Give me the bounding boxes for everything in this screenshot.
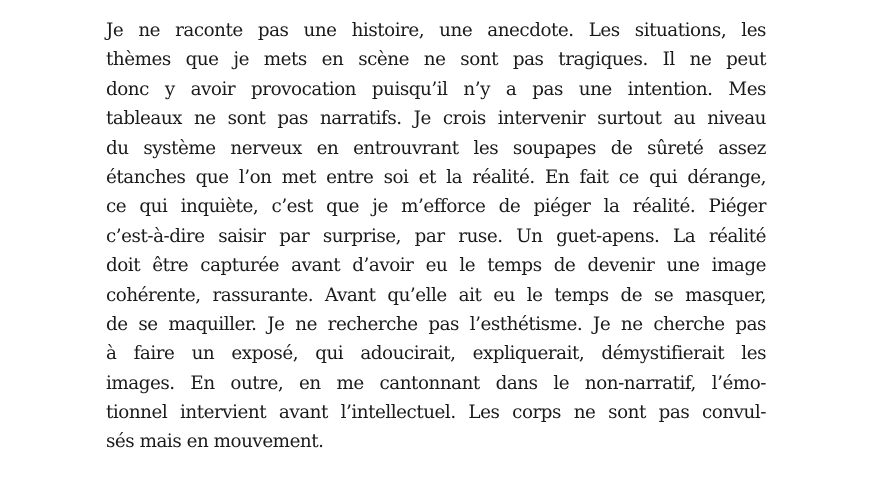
text-line: à faire un exposé, qui adoucirait, expliquerait, démystifierait les [106, 343, 766, 365]
text-line: donc y avoir provocation puisqu’il n’y a pas une intention. Mes [106, 78, 766, 100]
quote-paragraph [106, 16, 766, 457]
text-line: thèmes que je mets en scène ne sont pas tragiques. Il ne peut [106, 49, 766, 71]
text-line: tionnel intervient avant l’intellectuel. Les corps ne sont pas convul- [106, 402, 766, 424]
text-line: images. En outre, en me cantonnant dans le non-narratif, l’émo- [106, 372, 766, 394]
text-line-last: sés mais en mouvement. [106, 431, 324, 453]
text-line: étanches que l’on met entre soi et la réalité. En fait ce qui dérange, [106, 166, 766, 188]
text-line: doit être capturée avant d’avoir eu le temps de devenir une image [106, 255, 766, 277]
text-line: cohérente, rassurante. Avant qu’elle ait eu le temps de se masquer, [106, 284, 766, 306]
text-line: du système nerveux en entrouvrant les soupapes de sûreté assez [106, 137, 766, 159]
text-line: c’est-à-dire saisir par surprise, par ruse. Un guet-apens. La réalité [106, 225, 766, 247]
text-line: ce qui inquiète, c’est que je m’efforce de piéger la réalité. Piéger [106, 196, 766, 218]
text-line: de se maquiller. Je ne recherche pas l’esthétisme. Je ne cherche pas [106, 313, 766, 335]
text-line: tableaux ne sont pas narratifs. Je crois intervenir surtout au niveau [106, 108, 766, 130]
text-line: Je ne raconte pas une histoire, une anecdote. Les situations, les [106, 20, 766, 41]
